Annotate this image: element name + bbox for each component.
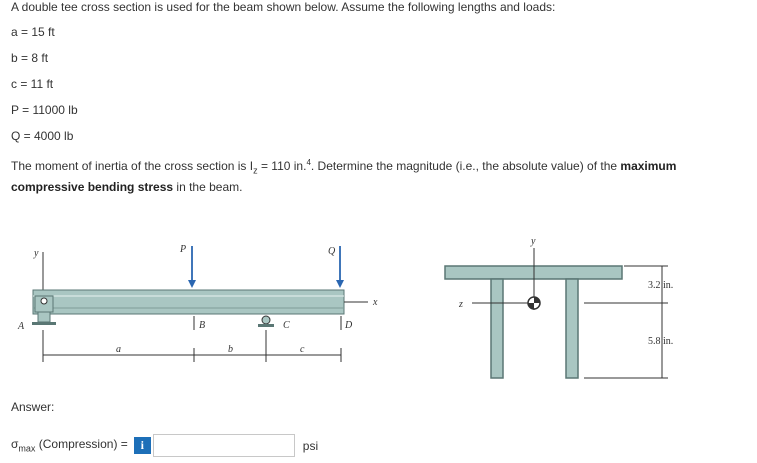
dim-bottom: 5.8 in. (648, 336, 674, 347)
label-b-point: B (199, 320, 206, 331)
info-icon[interactable]: i (134, 437, 151, 454)
label-b-dim: b (228, 344, 233, 355)
answer-label: Answer: (11, 400, 55, 414)
param-b: b = 8 ft (11, 51, 49, 65)
answer-input[interactable] (153, 434, 295, 457)
label-y: y (34, 248, 39, 259)
pin-support-a (32, 296, 56, 325)
dim-top: 3.2 in. (648, 280, 674, 291)
beam-figure (0, 230, 757, 390)
label-x: x (373, 297, 378, 308)
problem-intro: A double tee cross section is used for the beam shown below. Assume the following lengths and loads: (11, 0, 556, 14)
label-a-dim: a (116, 344, 121, 355)
answer-row (11, 434, 318, 457)
roller-support-c (258, 316, 274, 327)
cs-label-y: y (531, 236, 536, 247)
dimension-line (43, 330, 341, 362)
sigma-label: $\sigma_{max}$ (Compression) = (11, 437, 128, 454)
beam (33, 290, 344, 314)
load-p-arrow (188, 246, 196, 288)
label-p: P (180, 244, 187, 255)
param-q: Q = 4000 lb (11, 129, 74, 143)
label-q: Q (328, 246, 336, 257)
param-p: P = 11000 lb (11, 103, 78, 117)
problem-question: The moment of inertia of the cross section is $I_z = 110$ in.$^4$. Determine the magnitude (i.e., the absolute value) of the maximum compressive bending stress in the beam. (11, 158, 677, 195)
label-d-point: D (345, 320, 353, 331)
centroid-symbol (528, 297, 540, 309)
load-q-arrow (336, 246, 344, 288)
param-c: c = 11 ft (11, 77, 54, 91)
param-a: a = 15 ft (11, 25, 55, 39)
label-c-point: C (283, 320, 290, 331)
unit-label: psi (302, 438, 319, 453)
label-c-dim: c (300, 344, 305, 355)
cs-label-z: z (459, 299, 463, 310)
label-a-end: A (18, 321, 25, 332)
